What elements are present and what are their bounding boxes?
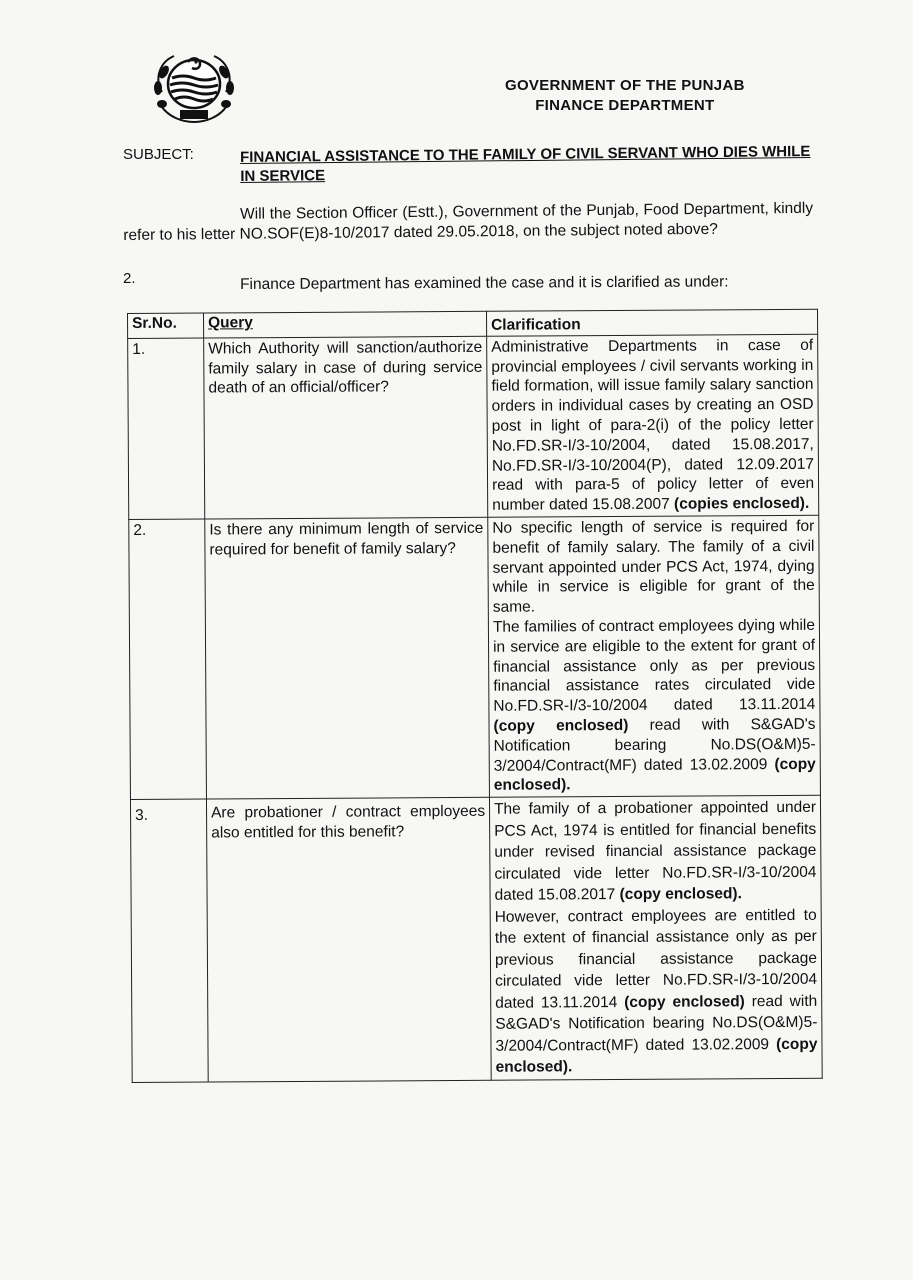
clarification-enclosure-note: (copy enclosed). xyxy=(619,885,742,904)
clarification-text: However, contract employees are entitled to the extent of financial assistance only as per previous financial assistance package circulated vide letter No.FD.SR-I/3-10/2004 dated 13.11.2014 xyxy=(494,906,818,1012)
row-sr-no: 2. xyxy=(129,519,207,800)
clarification-enclosure-note: (copy enclosed) xyxy=(493,716,629,735)
clarification-text: The family of a probationer appointed under PCS Act, 1974 is entitled for financial benefits under revised financial assistance package circulated vide letter No.FD.SR-I/3-10/2004 dated 15.08.2017 xyxy=(493,798,817,904)
paragraph-1-text: Will the Section Officer (Estt.), Government of the Punjab, Food Department, kindly refer to his letter NO.SOF(E)8-10/2017 dated 29.05.2018, on the subject noted above? xyxy=(123,199,814,244)
row-query: Is there any minimum length of service required for benefit of family salary? xyxy=(205,517,490,799)
row-clarification xyxy=(489,795,822,1080)
clarification-table xyxy=(127,309,823,1083)
subject-text: FINANCIAL ASSISTANCE TO THE FAMILY OF CIVIL SERVANT WHO DIES WHILE IN SERVICE xyxy=(240,143,811,185)
government-title: GOVERNMENT OF THE PUNJAB xyxy=(505,77,745,94)
clarification-text: The families of contract employees dying while in service are eligible to the extent for grant of financial assistance only as per previous financial assistance rates circulated vide No.FD.SR-I/3-10/2004 dated 13.11.2014 xyxy=(492,616,816,715)
row-sr-no: 3. xyxy=(130,799,208,1082)
clarification-paragraph: No specific length of service is required for benefit of family salary. The family of a civil servant appointed under PCS Act, 1974, dying while in service is eligible for grant of the same. xyxy=(492,517,815,616)
header-query: Query xyxy=(204,311,487,338)
clarification-enclosure-note: (copies enclosed). xyxy=(673,495,810,513)
clarification-paragraph xyxy=(494,797,817,906)
department-title: FINANCE DEPARTMENT xyxy=(535,97,715,114)
table-row xyxy=(130,795,822,1082)
paragraph-2-text: Finance Department has examined the case and it is clarified as under: xyxy=(240,273,729,293)
paragraph-1 xyxy=(123,199,813,246)
clarification-enclosure-note: (copy enclosed). xyxy=(493,755,816,795)
paragraph-2-number: 2. xyxy=(123,270,136,287)
clarification-enclosure-note: (copy enclosed) xyxy=(624,992,745,1011)
row-clarification xyxy=(487,334,819,517)
row-query: Are probationer / contract employees also entitled for this benefit? xyxy=(206,797,491,1081)
row-clarification xyxy=(488,515,821,797)
clarification-enclosure-note: (copy enclosed). xyxy=(495,1035,818,1076)
header-sr-no: Sr.No. xyxy=(128,313,204,338)
clarification-paragraph xyxy=(493,616,816,796)
row-sr-no: 1. xyxy=(128,338,205,520)
table-row xyxy=(129,515,821,799)
punjab-government-emblem-icon xyxy=(148,48,240,126)
department-header xyxy=(505,76,745,116)
clarification-text: read with S&GAD's Notification bearing No.DS(O&M)5-3/2004/Contract(MF) dated 13.02.2009 xyxy=(493,715,816,775)
row-query: Which Authority will sanction/authorize family salary in case of during service death of an official/officer? xyxy=(204,336,488,519)
clarification-table-wrapper xyxy=(127,309,822,1083)
header-clarification: Clarification xyxy=(486,309,817,336)
table-row xyxy=(128,334,819,519)
subject-label: SUBJECT: xyxy=(123,146,194,163)
clarification-text: read with S&GAD's Notification bearing No.DS(O&M)5-3/2004/Contract(MF) dated 13.02.2009 xyxy=(495,992,818,1055)
clarification-paragraph xyxy=(495,904,818,1078)
clarification-text: Administrative Departments in case of provincial employees / civil servants working in field formation, will issue family salary sanction orders in individual cases by creating an OSD post in light of para-2(i) of the policy letter No.FD.SR-I/3-10/2004, dated 15.08.2017, No.FD.SR-I/3-10/2004(P), dated 12.09.2017 read with para-5 of policy letter of even number dated 15.08.2007 xyxy=(491,336,815,514)
